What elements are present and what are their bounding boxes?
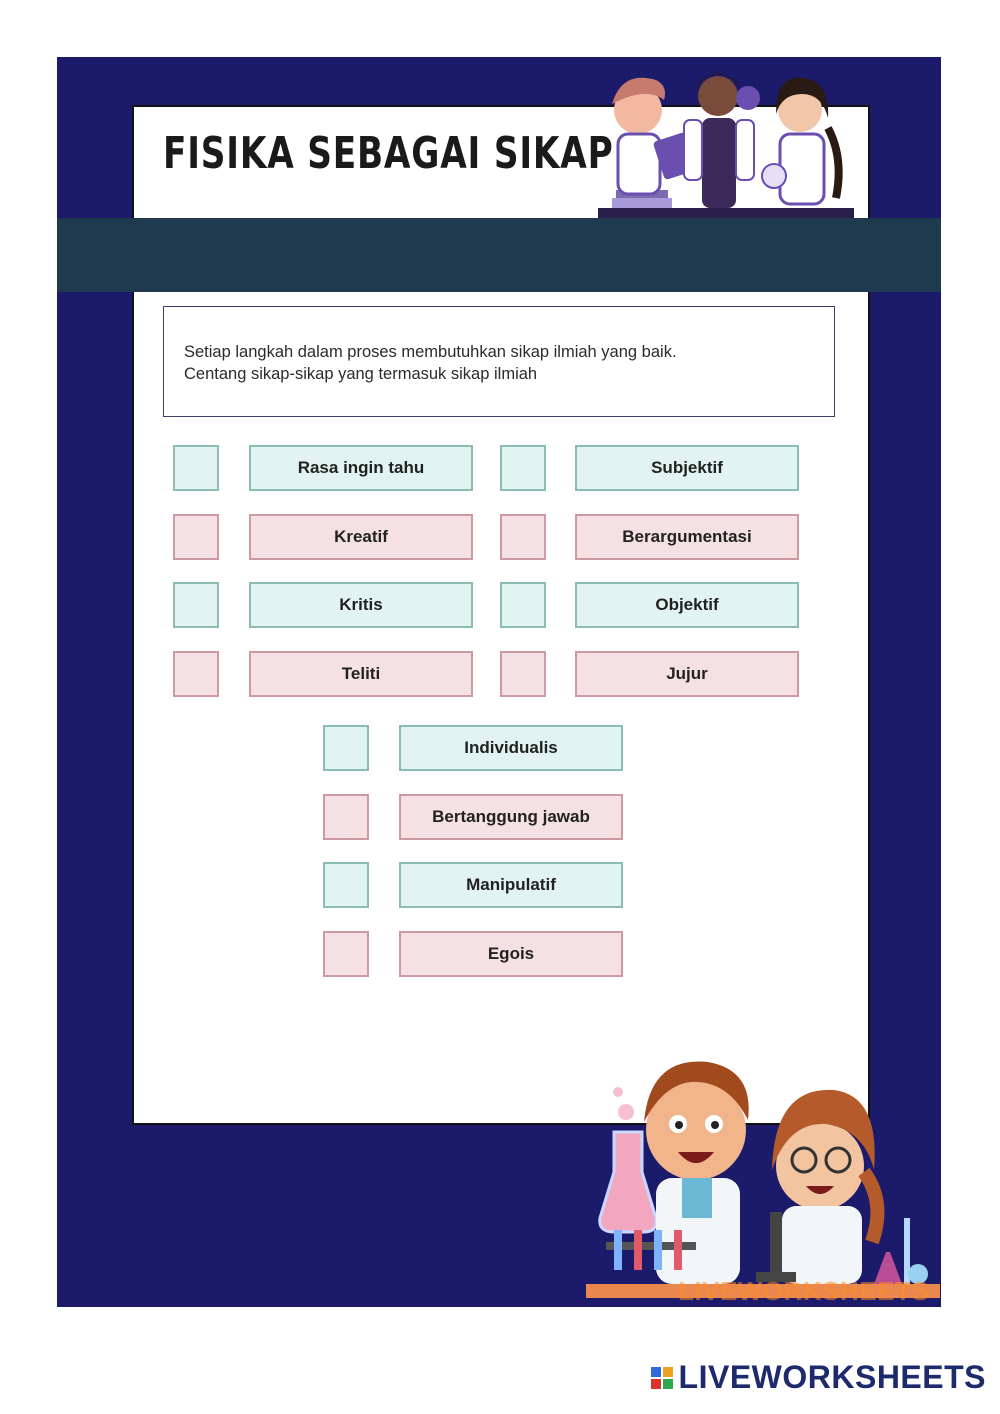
checkbox-berargumentasi[interactable]: [500, 514, 546, 560]
scientists-illustration: [598, 58, 854, 218]
checkbox-manipulatif[interactable]: [323, 862, 369, 908]
option-subjektif: Subjektif: [575, 445, 799, 491]
kids-scientists-illustration: [586, 1052, 940, 1302]
instruction-line-1: Setiap langkah dalam proses membutuhkan sikap ilmiah yang baik.: [184, 343, 677, 361]
header-band: [57, 218, 941, 292]
liveworksheets-logo-text: LIVEWORKSHEETS: [678, 1359, 986, 1395]
option-berargumentasi: Berargumentasi: [575, 514, 799, 560]
checkbox-rasa-ingin-tahu[interactable]: [173, 445, 219, 491]
option-objektif: Objektif: [575, 582, 799, 628]
checkbox-subjektif[interactable]: [500, 445, 546, 491]
checkbox-egois[interactable]: [323, 931, 369, 977]
option-teliti: Teliti: [249, 651, 473, 697]
option-individualis: Individualis: [399, 725, 623, 771]
option-kreatif: Kreatif: [249, 514, 473, 560]
option-manipulatif: Manipulatif: [399, 862, 623, 908]
checkbox-kritis[interactable]: [173, 582, 219, 628]
liveworksheets-watermark: LIVEWORKSHEETS: [678, 1276, 930, 1306]
page-title: FISIKA SEBAGAI SIKAP: [163, 128, 614, 179]
checkbox-bertanggung-jawab[interactable]: [323, 794, 369, 840]
liveworksheets-logo-icon: [651, 1367, 673, 1389]
instruction-box: [163, 306, 835, 417]
checkbox-individualis[interactable]: [323, 725, 369, 771]
option-rasa-ingin-tahu: Rasa ingin tahu: [249, 445, 473, 491]
option-jujur: Jujur: [575, 651, 799, 697]
option-bertanggung-jawab: Bertanggung jawab: [399, 794, 623, 840]
option-egois: Egois: [399, 931, 623, 977]
checkbox-teliti[interactable]: [173, 651, 219, 697]
checkbox-objektif[interactable]: [500, 582, 546, 628]
checkbox-jujur[interactable]: [500, 651, 546, 697]
instruction-line-2: Centang sikap-sikap yang termasuk sikap ilmiah: [184, 365, 538, 383]
liveworksheets-logo[interactable]: [651, 1359, 986, 1396]
checkbox-kreatif[interactable]: [173, 514, 219, 560]
option-kritis: Kritis: [249, 582, 473, 628]
